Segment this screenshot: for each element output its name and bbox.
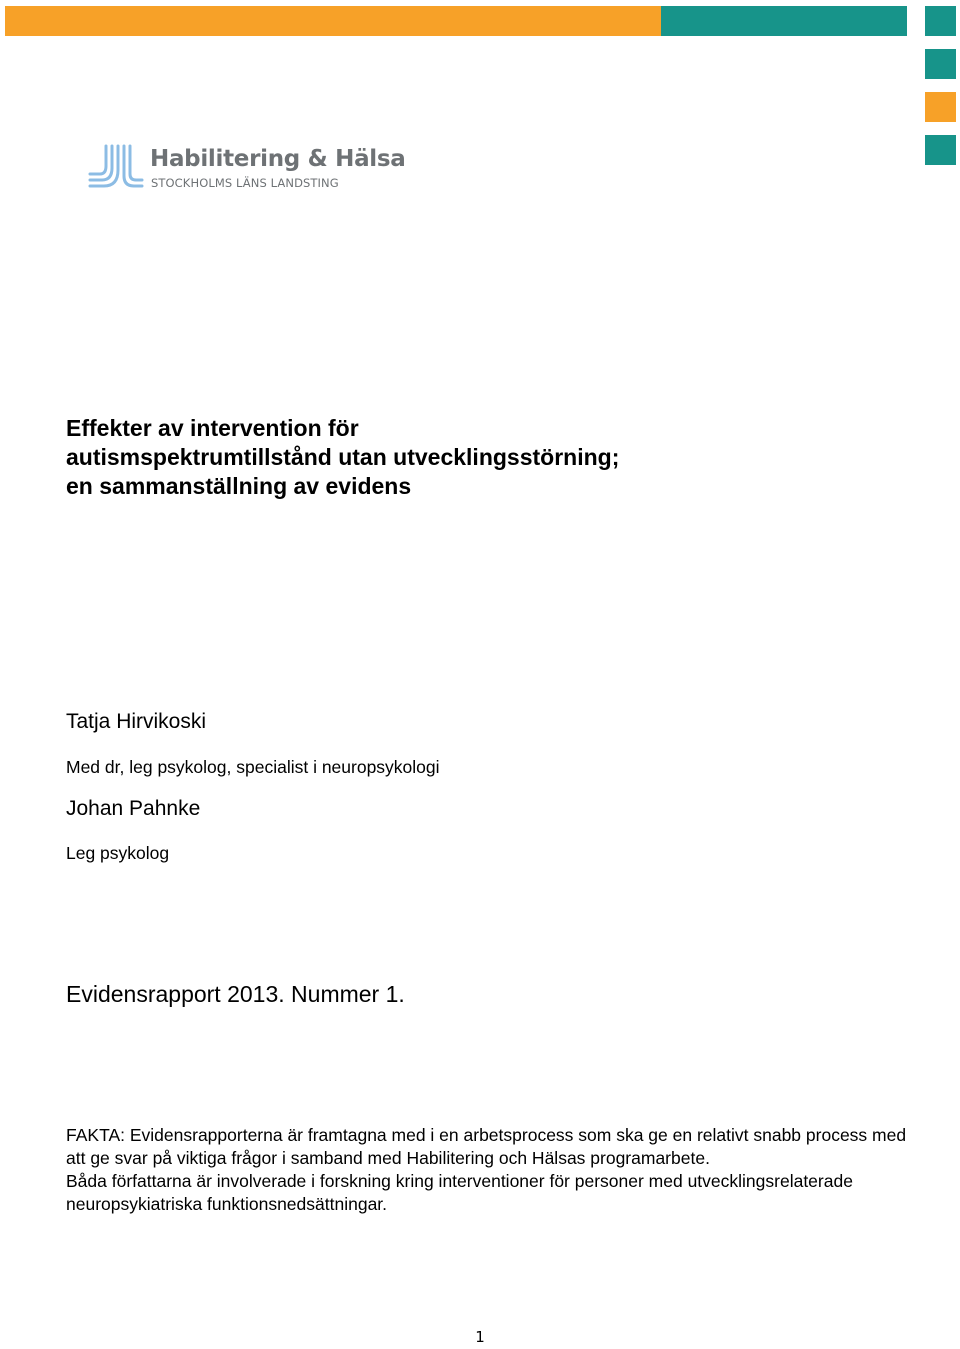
document-title <box>66 414 866 501</box>
page-number: 1 <box>475 1328 485 1346</box>
fakta-paragraph: FAKTA: Evidensrapporterna är framtagna med i en arbetsprocess som ska ge en relativt snabb process med att ge svar på viktiga frågor i samband med Habilitering och Hälsas programarbete. <box>66 1125 907 1168</box>
side-square-4 <box>925 135 956 165</box>
header-bar-teal <box>661 6 907 36</box>
logo-subtitle: STOCKHOLMS LÄNS LANDSTING <box>151 176 339 190</box>
title-line: en sammanställning av evidens <box>66 473 412 499</box>
author-role: Med dr, leg psykolog, specialist i neuropsykologi <box>66 757 440 777</box>
author-name: Tatja Hirvikoski <box>66 710 207 733</box>
logo-title: Habilitering & Hälsa <box>150 146 406 172</box>
title-line: Effekter av intervention för <box>66 415 359 441</box>
header-bar-orange <box>5 6 661 36</box>
title-line: autismspektrumtillstånd utan utvecklingsstörning; <box>66 444 620 470</box>
side-square-2 <box>925 49 956 79</box>
fakta-paragraph: Båda författarna är involverade i forskning kring interventioner för personer med utvecklingsrelaterade neuropsykiatriska funktionsnedsättningar. <box>66 1171 853 1214</box>
side-square-3 <box>925 92 956 122</box>
fakta-box <box>66 1124 916 1216</box>
author-name: Johan Pahnke <box>66 797 201 820</box>
author-role: Leg psykolog <box>66 843 170 863</box>
organization-logo <box>88 142 406 194</box>
report-label: Evidensrapport 2013. Nummer 1. <box>66 981 405 1007</box>
side-square-1 <box>925 6 956 36</box>
jll-stripes-logo-icon <box>88 142 144 194</box>
